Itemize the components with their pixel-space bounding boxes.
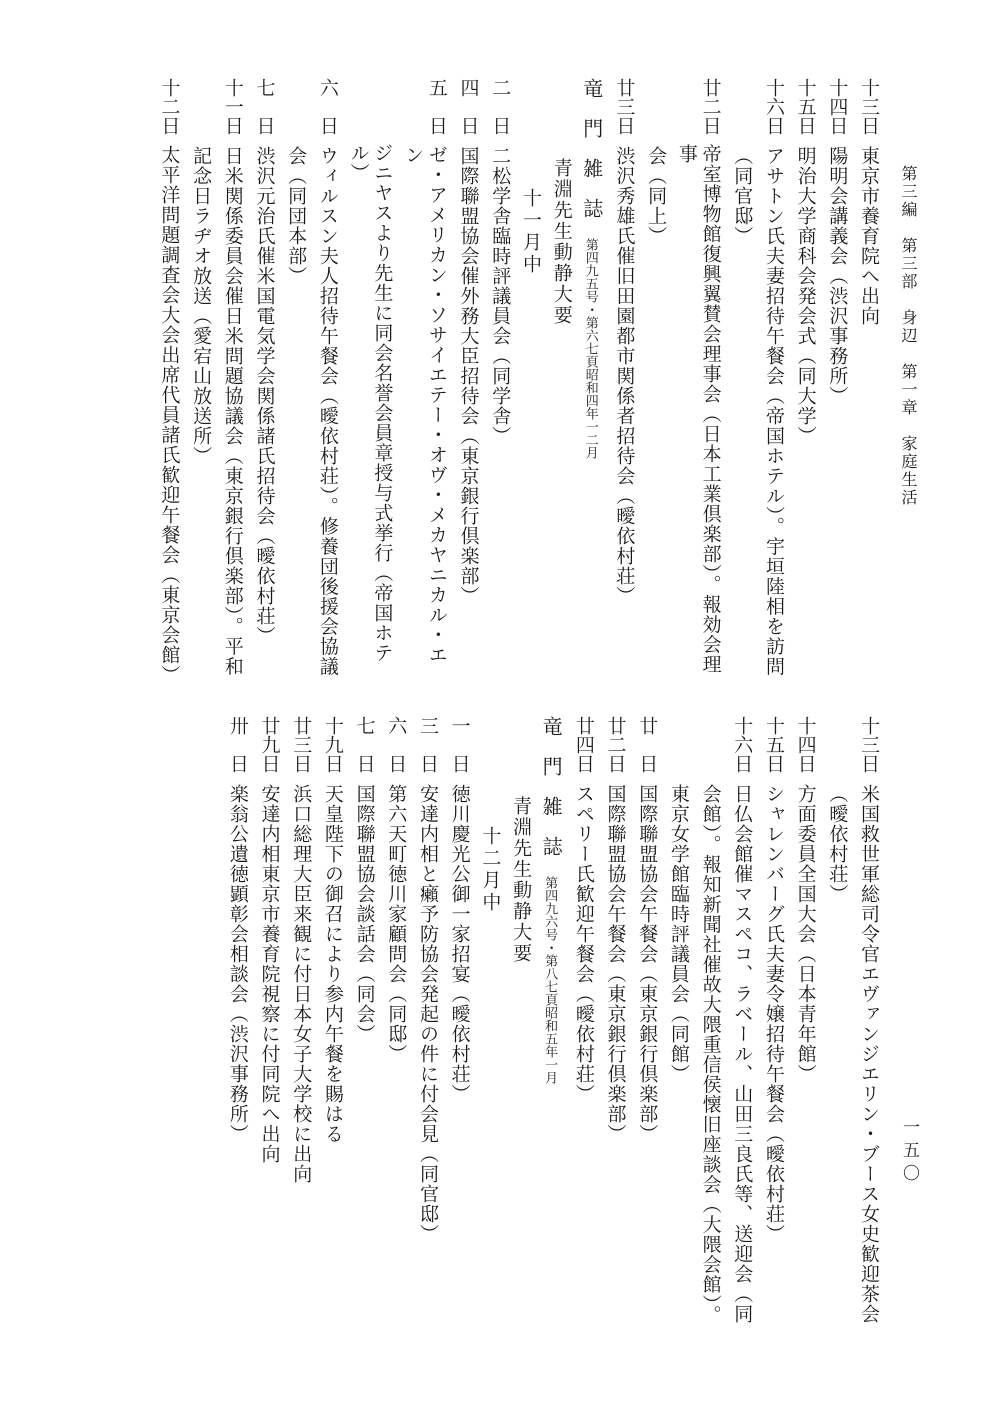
- entry-date: 十五日: [762, 716, 785, 773]
- entry-text: 会館）。報知新聞社催故大隈重信侯懐旧座談会（大隈会館）。: [699, 784, 722, 1326]
- entry-text: 安達内相と癩予防協会発起の件に付会見（同官邸）: [416, 784, 439, 1245]
- entry-text: ジニヤスより先生に同会名誉会員章授与式挙行（帝国ホテル）: [347, 143, 394, 664]
- entry: [288, 716, 313, 1356]
- entry-text: 帝室博物館復興翼賛会理事会（日本工業倶楽部）。報効会理事: [675, 144, 722, 675]
- entry-text: 安達内相東京市養育院視察に付同院へ出向: [258, 784, 281, 1165]
- entry-continuation: [346, 78, 394, 678]
- entry-date: 十二日: [158, 78, 181, 135]
- entry-date: [665, 716, 690, 784]
- entry-text: 米国救世軍総司令官エヴァンジエリン・ブース女史歓迎茶会: [858, 784, 880, 1325]
- entry-date: 卅 日: [226, 716, 249, 773]
- entry-text: 浜口総理大臣来観に付日本女子大学校に出向: [290, 784, 313, 1185]
- entry: [729, 716, 754, 1356]
- entry: [634, 716, 659, 1356]
- entry-text: 渋沢秀雄氏催旧田園都市関係者招待会（曖依村荘）: [613, 146, 636, 607]
- summary-title: 青淵先生動静大要: [550, 157, 573, 326]
- entry-date: [369, 78, 394, 143]
- page-number: 一五〇: [899, 1118, 919, 1187]
- entry: [855, 716, 880, 1356]
- entry-text: （曖依村荘）: [826, 784, 849, 905]
- entry: [251, 78, 276, 678]
- magazine-title: 竜門雑誌: [579, 78, 604, 238]
- entry-continuation: [642, 78, 667, 678]
- entry: [156, 78, 181, 686]
- entry-date: [282, 78, 307, 146]
- entry-text: シャレンバーグ氏夫妻令嬢招待午餐会（曖依村荘）: [762, 784, 785, 1245]
- entry-date: [729, 78, 754, 146]
- entry-date: 十五日: [794, 78, 817, 135]
- entry-date: 七 日: [253, 78, 276, 135]
- entry-date: 五 日: [425, 78, 448, 135]
- entry-text: アサトン氏夫妻招待午餐会（帝国ホテル）。宇垣陸相を訪問: [762, 146, 785, 677]
- entry-text: ゼ・アメリカン・ソサイエテー・オヴ・メカヤニカル・エン: [402, 145, 448, 666]
- month-heading: 十二月中: [479, 826, 502, 915]
- entry-text: 国際聯盟協会談話会（同会）: [353, 784, 376, 1045]
- entry-text: 天皇陛下の御召により参内午餐を賜はる: [321, 784, 344, 1145]
- entry: [792, 78, 817, 678]
- entry-date: [187, 78, 212, 146]
- entry-date: 廿三日: [613, 78, 636, 135]
- entry: [760, 78, 785, 678]
- magazine-title: 竜門雑誌: [539, 716, 564, 876]
- entry-text: 楽翁公遺徳顕彰会相談会（渋沢事務所）: [226, 784, 249, 1145]
- entry-text: 東京市養育院へ出向: [858, 146, 880, 327]
- entry: [224, 716, 249, 1356]
- entry-text: 陽明会講義会（渋沢事務所）: [826, 146, 849, 407]
- entry-date: [824, 716, 849, 784]
- entry-date: 廿二日: [604, 716, 627, 773]
- entry: [792, 716, 817, 1356]
- entry: [314, 78, 339, 678]
- entry-date: 一 日: [448, 716, 471, 773]
- entry-text: 会（同上）: [645, 146, 668, 247]
- entry-date: 廿三日: [290, 716, 313, 773]
- entry-continuation: [665, 716, 690, 1356]
- magazine-issue: 第四九六号・第八七頁: [542, 876, 558, 1006]
- entry-text: スペリー氏歓迎午餐会（曖依村荘）: [572, 784, 595, 1105]
- entry-date: 十六日: [731, 716, 754, 773]
- entry-date: 十四日: [826, 78, 849, 135]
- entry-text: 国際聯盟協会催外務大臣招待会（東京銀行倶楽部）: [457, 146, 480, 607]
- entry-date: 十四日: [794, 716, 817, 773]
- entry: [256, 716, 281, 1356]
- entry-text: 明治大学商科会発会式（同大学）: [794, 146, 817, 447]
- magazine-heading: [538, 716, 563, 1356]
- entry-date: 十三日: [858, 716, 880, 773]
- running-header: 第三編 第三部 身辺 第一章 家庭生活: [899, 165, 918, 507]
- entry: [487, 78, 512, 678]
- entry-text: ウィルスン夫人招待午餐会（曖依村荘）。修養団後援会協議: [316, 146, 339, 677]
- summary-title: 青淵先生動静大要: [510, 795, 533, 964]
- entry-date: 六 日: [385, 716, 408, 773]
- magazine-heading: [579, 78, 604, 678]
- entry: [351, 716, 376, 1356]
- entry: [824, 78, 849, 678]
- entry: [455, 78, 480, 678]
- entry-date: 廿九日: [258, 716, 281, 773]
- top-half: [60, 78, 880, 686]
- entry-continuation: [824, 716, 849, 1356]
- entry: [855, 78, 880, 678]
- entry-text: 渋沢元治氏催米国電気学会関係諸氏招待会（曖依村荘）: [253, 146, 276, 647]
- magazine-date: 昭和五年一月: [542, 1006, 558, 1084]
- entry: [219, 78, 244, 678]
- entry-text: 会（同団本部）: [285, 146, 308, 287]
- entry-continuation: [187, 78, 212, 678]
- magazine-issue: 第四九五号・第六七頁: [582, 238, 598, 368]
- entry: [446, 716, 471, 1356]
- entry-continuation: [697, 716, 722, 1356]
- entry: [400, 78, 448, 678]
- entry-text: 記念日ラヂオ放送（愛宕山放送所）: [190, 146, 213, 467]
- entry-text: 国際聯盟協会午餐会（東京銀行倶楽部）: [636, 784, 659, 1145]
- entry-date: 十一日: [221, 78, 244, 135]
- entry: [611, 78, 636, 678]
- entry-text: 第六天町徳川家顧問会（同邸）: [385, 784, 408, 1065]
- entry-date: 廿四日: [572, 716, 595, 773]
- entry-text: 徳川慶光公御一家招宴（曖依村荘）: [448, 784, 471, 1105]
- magazine-date: 昭和四年一二月: [582, 368, 598, 459]
- entry: [570, 716, 595, 1356]
- entry-date: 四 日: [457, 78, 480, 135]
- entry-text: 東京女学館臨時評議員会（同館）: [667, 784, 690, 1085]
- entry-date: 七 日: [353, 716, 376, 773]
- entry-date: [697, 716, 722, 784]
- entry-date: 廿二日: [699, 78, 722, 135]
- entry-text: 方面委員全国大会（日本青年館）: [794, 784, 817, 1085]
- entry-continuation: [282, 78, 307, 678]
- entry: [319, 716, 344, 1356]
- entry: [760, 716, 785, 1356]
- entry-text: 国際聯盟協会午餐会（東京銀行倶楽部）: [604, 784, 627, 1145]
- entry-date: 三 日: [416, 716, 439, 773]
- entry-text: 二松学舎臨時評議員会（同学舎）: [489, 146, 512, 447]
- entry-date: [642, 78, 667, 146]
- entry-text: （同官邸）: [731, 146, 754, 247]
- entry-text: 日米関係委員会催日米問題協議会（東京銀行倶楽部）。平和: [221, 146, 244, 677]
- entry: [674, 78, 722, 678]
- entry-date: 十六日: [762, 78, 785, 135]
- entry-text: 太平洋問題調査会大会出席代員諸氏歓迎午餐会（東京会館）: [158, 145, 181, 686]
- month-heading: 十一月中: [519, 188, 542, 277]
- entry-date: 六 日: [316, 78, 339, 135]
- bottom-half: [60, 716, 880, 1356]
- entry: [414, 716, 439, 1356]
- entry: [602, 716, 627, 1356]
- entry: [383, 716, 408, 1356]
- entry-date: 十九日: [321, 716, 344, 773]
- entry-continuation: [729, 78, 754, 678]
- entry-date: 廿 日: [636, 716, 659, 773]
- entry-text: 日仏会館催マスペコ、ラベール、山田三良氏等、送迎会（同: [731, 784, 754, 1325]
- entry-date: 十三日: [858, 78, 880, 135]
- entry-date: 二 日: [489, 78, 512, 135]
